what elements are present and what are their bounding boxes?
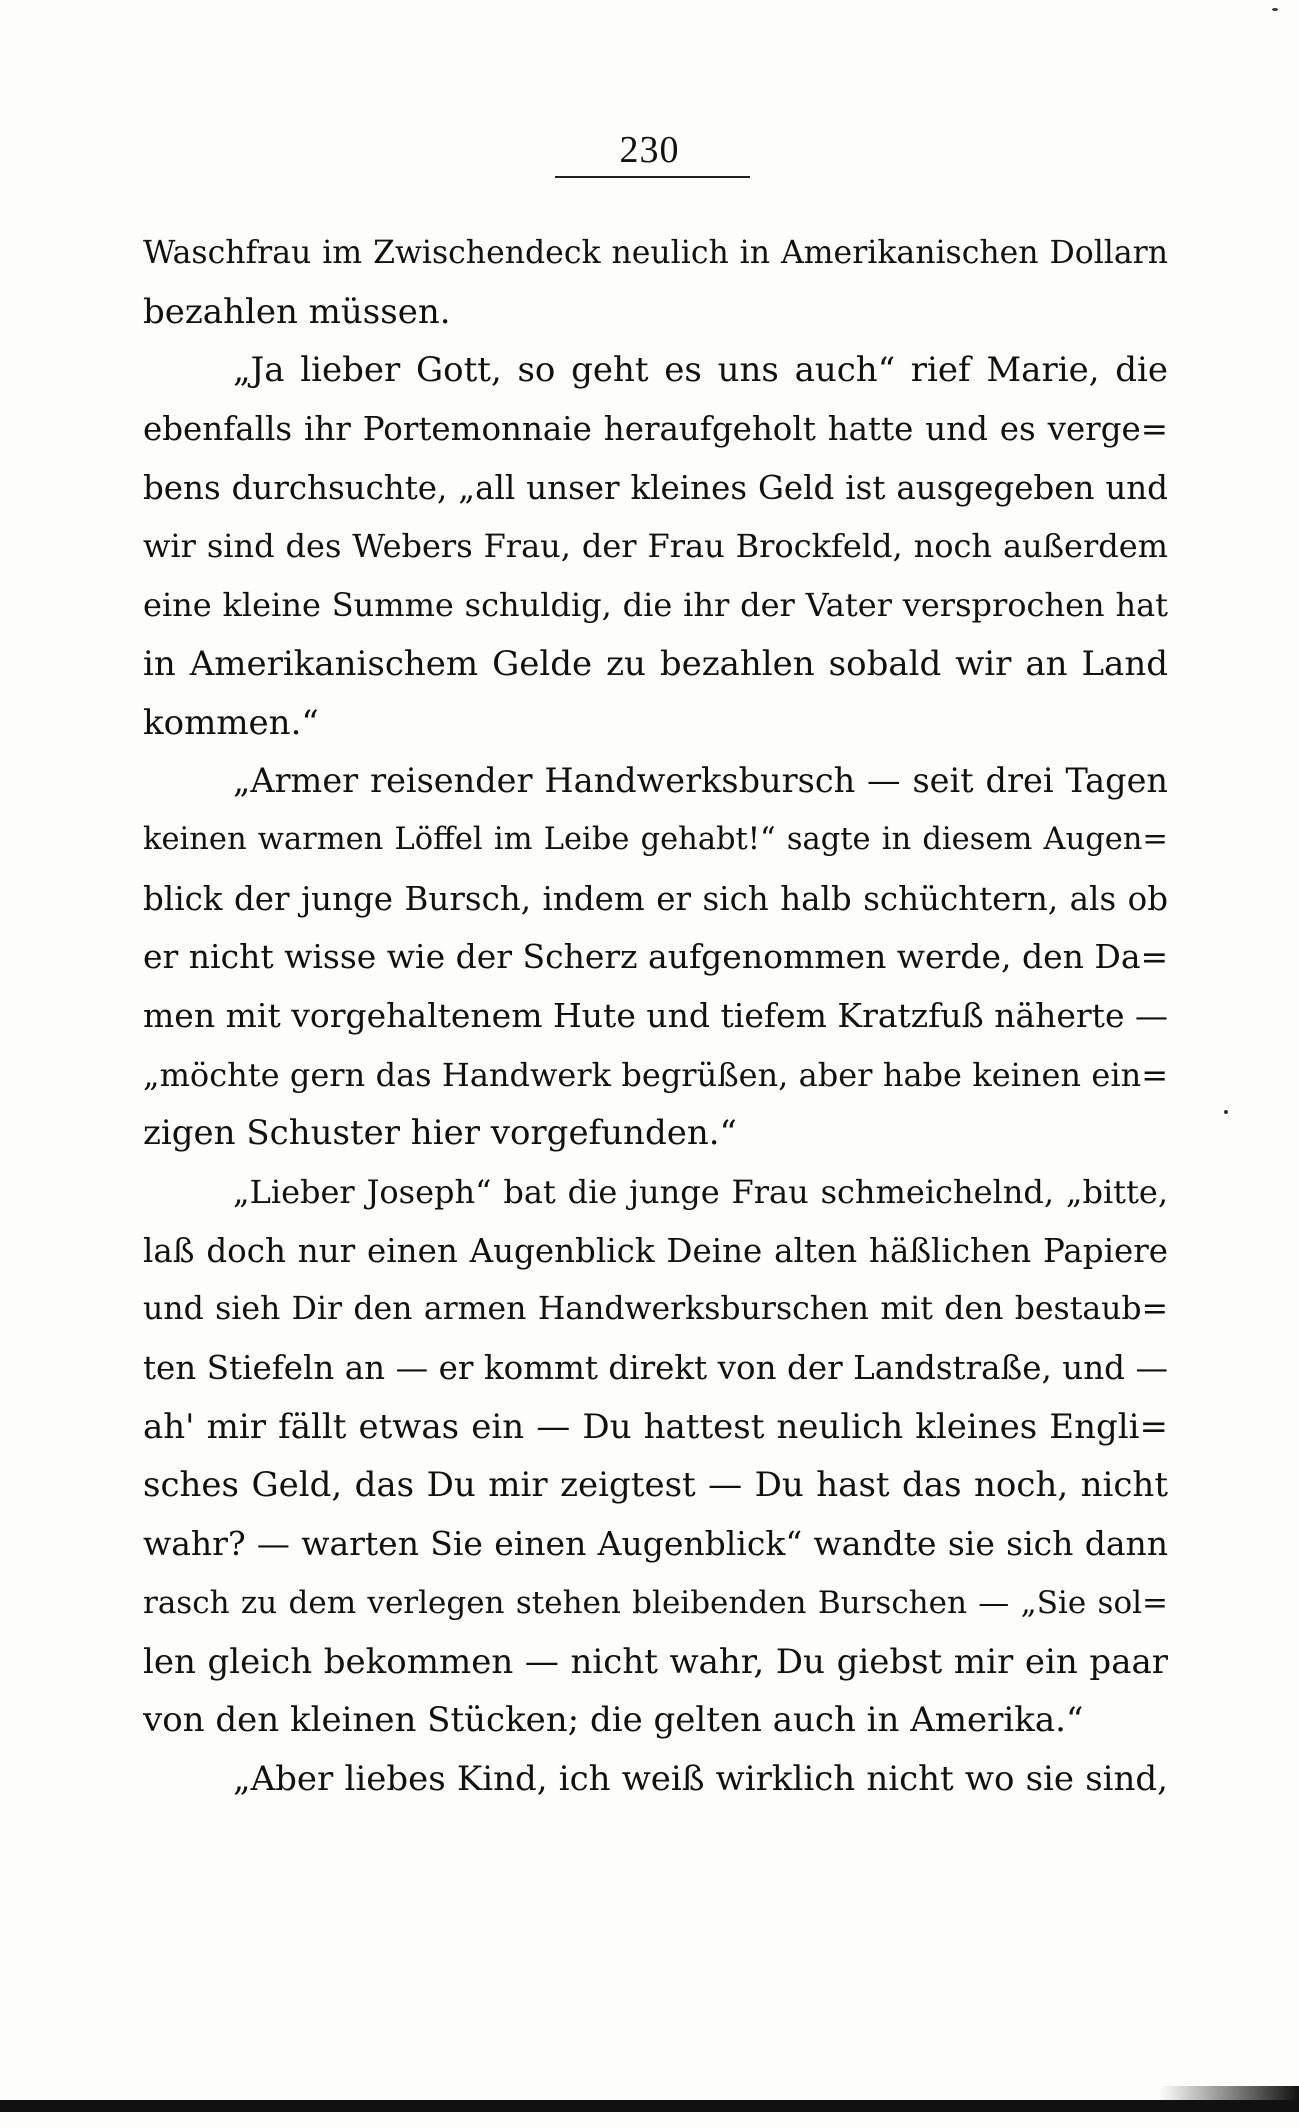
text-line: ebenfalls ihr Portemonnaie heraufgeholt hatte und es verge= (143, 410, 1168, 449)
text-line: in Amerikanischem Gelde zu bezahlen sobald wir an Land (143, 643, 1168, 684)
corner-speck (1272, 8, 1278, 11)
text-line: laß doch nur einen Augenblick Deine alten häßlichen Papiere (143, 1231, 1168, 1270)
footer-rule-fade (1160, 2086, 1299, 2100)
text-line: blick der junge Bursch, indem er sich halb schüchtern, als ob (143, 879, 1168, 918)
text-line: und sieh Dir den armen Handwerksburschen mit den bestaub= (143, 1291, 1168, 1328)
text-line: „Aber liebes Kind, ich weiß wirklich nicht wo sie sind, (233, 1758, 1168, 1799)
text-line: Waschfrau im Zwischendeck neulich in Amerikanischen Dollarn (143, 235, 1168, 271)
text-line: zigen Schuster hier vorgefunden.“ (143, 1113, 737, 1154)
text-line: len gleich bekommen — nicht wahr, Du giebst mir ein paar (143, 1641, 1168, 1682)
text-line: von den kleinen Stücken; die gelten auch in Amerika.“ (143, 1700, 1084, 1741)
text-line: sches Geld, das Du mir zeigtest — Du hast das noch, nicht (143, 1465, 1168, 1506)
text-line: ah' mir fällt etwas ein — Du hattest neulich kleines Engli= (143, 1406, 1168, 1447)
text-line: ten Stiefeln an — er kommt direkt von der Landstraße, und — (143, 1349, 1168, 1388)
text-line: rasch zu dem verlegen stehen bleibenden Burschen — „Sie sol= (143, 1584, 1168, 1621)
text-line: „Lieber Joseph“ bat die junge Frau schmeichelnd, „bitte, (233, 1173, 1168, 1211)
text-line: wir sind des Webers Frau, der Frau Brockfeld, noch außerdem (143, 527, 1168, 566)
page-number: 230 (619, 129, 680, 171)
text-line: kommen.“ (143, 702, 319, 743)
text-line: men mit vorgehaltenem Hute und tiefem Kratzfuß näherte — (143, 995, 1168, 1035)
body-text (143, 224, 1168, 1809)
text-line: „möchte gern das Handwerk begrüßen, aber habe keinen ein= (143, 1055, 1168, 1094)
text-line: „Ja lieber Gott, so geht es uns auch“ rief Marie, die (233, 350, 1168, 391)
text-line: „Armer reisender Handwerksbursch — seit drei Tagen (233, 761, 1168, 801)
header-rule (555, 176, 750, 178)
margin-speck (1224, 1110, 1228, 1114)
text-line: wahr? — warten Sie einen Augenblick“ wandte sie sich dann (143, 1524, 1168, 1564)
text-line: eine kleine Summe schuldig, die ihr der Vater versprochen hat (143, 586, 1168, 625)
footer-rule (0, 2100, 1299, 2112)
text-line: bezahlen müssen. (143, 291, 451, 332)
text-line: er nicht wisse wie der Scherz aufgenommen werde, den Da= (143, 937, 1168, 977)
text-line: bens durchsuchte, „all unser kleines Geld ist ausgegeben und (143, 468, 1168, 507)
text-line: keinen warmen Löffel im Leibe gehabt!“ sagte in diesem Augen= (143, 821, 1168, 857)
